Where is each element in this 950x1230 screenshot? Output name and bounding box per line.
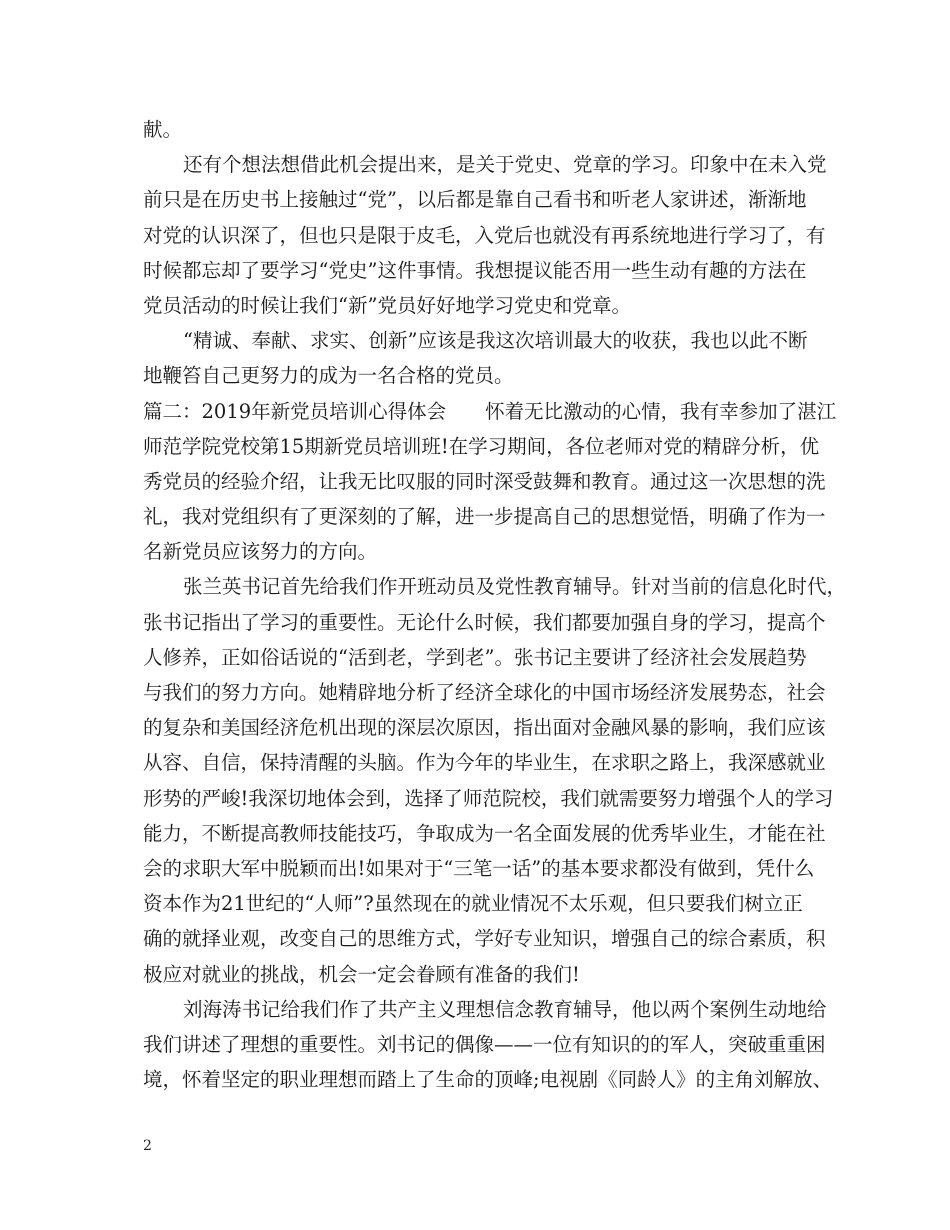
text-line: 境，怀着坚定的职业理想而踏上了生命的顶峰;电视剧《同龄人》的主角刘解放、: [143, 1068, 833, 1092]
text-line: 张书记指出了学习的重要性。无论什么时候，我们都要加强自身的学习，提高个: [143, 610, 826, 634]
text-line: 我们讲述了理想的重要性。刘书记的偶像——一位有知识的的军人，突破重重困: [143, 1032, 826, 1056]
text-line: 篇二：2019年新党员培训心得体会 怀着无比激动的心情，我有幸参加了湛江: [143, 399, 837, 423]
page-number: 2: [143, 1138, 152, 1154]
text-line: 党员活动的时候让我们“新”党员好好地学习党史和党章。: [143, 293, 631, 317]
text-line: 会的求职大军中脱颖而出!如果对于“三笔一话”的基本要求都没有做到，凭什么: [143, 856, 815, 880]
text-line: 师范学院党校第15期新党员培训班!在学习期间，各位老师对党的精辟分析，优: [143, 434, 820, 458]
text-line: 的复杂和美国经济危机出现的深层次原因，指出面对金融风暴的影响，我们应该: [143, 716, 826, 740]
text-line: 地鞭笞自己更努力的成为一名合格的党员。: [143, 364, 514, 388]
text-line: 与我们的努力方向。她精辟地分析了经济全球化的中国市场经济发展势态，社会: [143, 681, 826, 704]
text-line: 从容、自信，保持清醒的头脑。作为今年的毕业生，在求职之路上，我深感就业: [143, 751, 826, 775]
text-line: 资本作为21世纪的“人师”?虽然现在的就业情况不太乐观，但只要我们树立正: [143, 892, 803, 916]
text-line: 人修养，正如俗话说的“活到老，学到老”。张书记主要讲了经济社会发展趋势: [143, 645, 807, 669]
text-line: 能力，不断提高教师技能技巧，争取成为一名全面发展的优秀毕业生，才能在社: [143, 821, 826, 845]
text-line: 刘海涛书记给我们作了共产主义理想信念教育辅导，他以两个案例生动地给: [183, 997, 827, 1021]
text-line: 极应对就业的挑战，机会一定会眷顾有准备的我们!: [143, 962, 580, 986]
text-line: “精诚、奉献、求实、创新”应该是我这次培训最大的收获，我也以此不断: [183, 329, 808, 353]
text-line: 确的就择业观，改变自己的思维方式，学好专业知识，增强自己的综合素质，积: [143, 927, 826, 951]
text-line: 还有个想法想借此机会提出来，是关于党史、党章的学习。印象中在未入党: [183, 153, 827, 177]
text-line: 礼，我对党组织有了更深刻的了解，进一步提高自己的思想觉悟，明确了作为一: [143, 505, 826, 529]
text-line: 名新党员应该努力的方向。: [143, 540, 378, 564]
text-line: 前只是在历史书上接触过“党”，以后都是靠自己看书和听老人家讲述，渐渐地: [143, 188, 807, 212]
document-body: [143, 112, 847, 1097]
text-line: 形势的严峻!我深切地体会到，选择了师范院校，我们就需要努力增强个人的学习: [143, 786, 834, 810]
text-line: 对党的认识深了，但也只是限于皮毛，入党后也就没有再系统地进行学习了，有: [143, 223, 826, 247]
text-line: 秀党员的经验介绍，让我无比叹服的同时深受鼓舞和教育。通过这一次思想的洗: [143, 469, 826, 493]
text-line: 献。: [143, 118, 183, 141]
text-line: 时候都忘却了要学习“党史”这件事情。我想提议能否用一些生动有趣的方法在: [143, 258, 807, 282]
text-line: 张兰英书记首先给我们作开班动员及党性教育辅导。针对当前的信息化时代，: [183, 575, 847, 599]
